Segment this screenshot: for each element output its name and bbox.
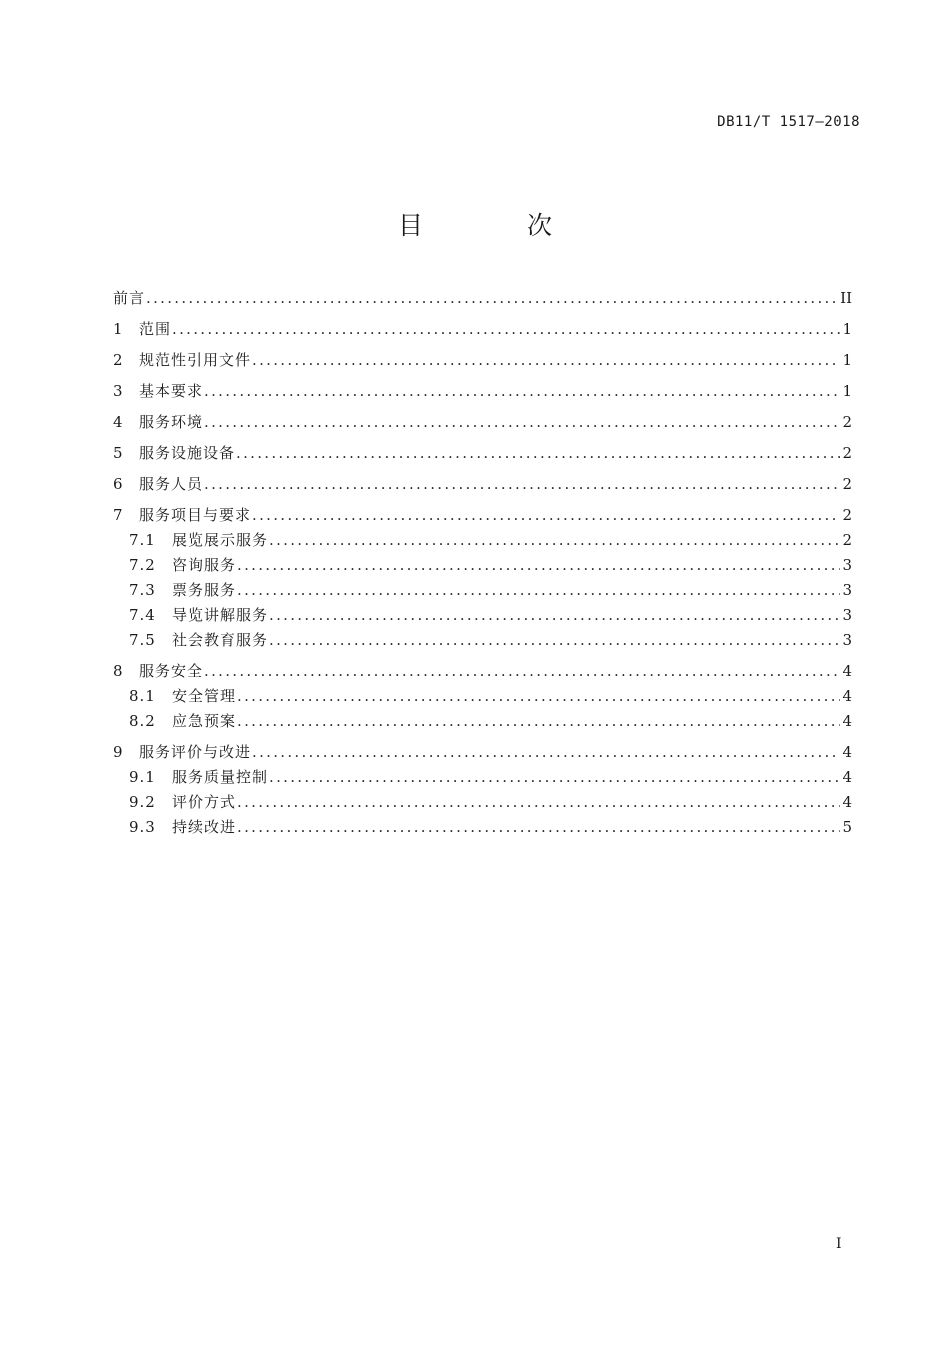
toc-entry[interactable] — [113, 684, 852, 709]
toc-entry-number: 1 — [113, 320, 124, 338]
toc-entry-page: 4 — [842, 768, 852, 786]
toc-entry-label: 范围 — [139, 320, 172, 338]
toc-entry[interactable] — [113, 410, 852, 435]
toc-entry[interactable] — [113, 578, 852, 603]
toc-entry-label: 服务评价与改进 — [139, 743, 252, 761]
toc-entry[interactable] — [113, 815, 852, 840]
toc-entry-page: 1 — [842, 351, 852, 369]
toc-dot-leader — [204, 379, 840, 404]
toc-dot-leader — [204, 472, 840, 497]
toc-entry-page: 2 — [842, 413, 852, 431]
toc-entry-label: 票务服务 — [172, 581, 237, 599]
toc-dot-leader — [252, 348, 840, 373]
toc-entry-page: II — [840, 289, 852, 307]
toc-dot-leader — [237, 578, 840, 603]
toc-entry-number: 8 — [113, 662, 124, 680]
toc-dot-leader — [269, 603, 840, 628]
toc-entry-label: 持续改进 — [172, 818, 237, 836]
page-title: 目 次 — [398, 211, 600, 240]
toc-entry-label: 社会教育服务 — [172, 631, 269, 649]
toc-entry-page: 3 — [842, 581, 852, 599]
toc-entry[interactable] — [113, 709, 852, 734]
toc-dot-leader — [252, 503, 840, 528]
toc-entry[interactable] — [113, 765, 852, 790]
toc-entry-page: 3 — [842, 631, 852, 649]
toc-dot-leader — [269, 628, 840, 653]
toc-entry[interactable] — [113, 379, 852, 404]
toc-entry-label: 导览讲解服务 — [172, 606, 269, 624]
toc-entry-number: 5 — [113, 444, 124, 462]
toc-entry-number: 8.2 — [129, 712, 156, 730]
toc-dot-leader — [237, 684, 840, 709]
toc-entry[interactable] — [113, 286, 852, 311]
toc-entry-page: 4 — [842, 743, 852, 761]
page-number: I — [836, 1236, 842, 1252]
toc-dot-leader — [146, 286, 838, 311]
toc-entry-number: 7.2 — [129, 556, 156, 574]
toc-entry[interactable] — [113, 317, 852, 342]
toc-entry-label: 前言 — [113, 289, 146, 307]
toc-entry-page: 3 — [842, 606, 852, 624]
toc-entry-number: 9 — [113, 743, 124, 761]
table-of-contents — [113, 286, 852, 840]
toc-entry[interactable] — [113, 603, 852, 628]
toc-entry-page: 3 — [842, 556, 852, 574]
toc-entry-label: 服务项目与要求 — [139, 506, 252, 524]
toc-entry-number: 7.4 — [129, 606, 156, 624]
toc-entry[interactable] — [113, 790, 852, 815]
toc-dot-leader — [237, 815, 840, 840]
toc-entry-number: 9.2 — [129, 793, 156, 811]
toc-entry-label: 咨询服务 — [172, 556, 237, 574]
toc-entry-number: 7 — [113, 506, 124, 524]
toc-entry-page: 1 — [842, 320, 852, 338]
toc-entry-label: 安全管理 — [172, 687, 237, 705]
toc-entry-label: 服务安全 — [139, 662, 204, 680]
toc-dot-leader — [269, 765, 840, 790]
toc-dot-leader — [237, 553, 840, 578]
toc-entry[interactable] — [113, 503, 852, 528]
toc-entry[interactable] — [113, 348, 852, 373]
toc-dot-leader — [204, 410, 840, 435]
toc-entry[interactable] — [113, 553, 852, 578]
toc-dot-leader — [252, 740, 840, 765]
toc-entry[interactable] — [113, 740, 852, 765]
toc-entry-page: 4 — [842, 687, 852, 705]
toc-entry-page: 4 — [842, 712, 852, 730]
toc-entry[interactable] — [113, 628, 852, 653]
toc-dot-leader — [269, 528, 840, 553]
document-code: DB11/T 1517—2018 — [717, 114, 860, 130]
toc-entry-number: 6 — [113, 475, 124, 493]
toc-entry[interactable] — [113, 528, 852, 553]
toc-entry-page: 2 — [842, 444, 852, 462]
toc-entry-number: 9.3 — [129, 818, 156, 836]
toc-entry-label: 服务人员 — [139, 475, 204, 493]
toc-entry-page: 4 — [842, 662, 852, 680]
toc-entry-number: 7.3 — [129, 581, 156, 599]
toc-entry-label: 基本要求 — [139, 382, 204, 400]
toc-dot-leader — [172, 317, 840, 342]
toc-dot-leader — [237, 790, 840, 815]
toc-entry[interactable] — [113, 659, 852, 684]
toc-entry-page: 2 — [842, 531, 852, 549]
toc-entry-number: 4 — [113, 413, 124, 431]
toc-entry-page: 1 — [842, 382, 852, 400]
toc-entry-label: 服务质量控制 — [172, 768, 269, 786]
toc-entry-label: 服务环境 — [139, 413, 204, 431]
toc-entry-number: 9.1 — [129, 768, 156, 786]
toc-entry-page: 5 — [842, 818, 852, 836]
toc-entry-label: 应急预案 — [172, 712, 237, 730]
toc-entry-number: 8.1 — [129, 687, 156, 705]
toc-entry-label: 服务设施设备 — [139, 444, 236, 462]
toc-entry-number: 3 — [113, 382, 124, 400]
toc-entry-label: 规范性引用文件 — [139, 351, 252, 369]
toc-entry-number: 2 — [113, 351, 124, 369]
toc-entry-page: 2 — [842, 506, 852, 524]
toc-entry-label: 展览展示服务 — [172, 531, 269, 549]
toc-entry-page: 4 — [842, 793, 852, 811]
toc-entry[interactable] — [113, 472, 852, 497]
toc-entry-page: 2 — [842, 475, 852, 493]
toc-entry-number: 7.5 — [129, 631, 156, 649]
toc-dot-leader — [204, 659, 840, 684]
toc-entry-number: 7.1 — [129, 531, 156, 549]
toc-entry-label: 评价方式 — [172, 793, 237, 811]
toc-dot-leader — [237, 709, 840, 734]
toc-dot-leader — [236, 441, 840, 466]
toc-entry[interactable] — [113, 441, 852, 466]
